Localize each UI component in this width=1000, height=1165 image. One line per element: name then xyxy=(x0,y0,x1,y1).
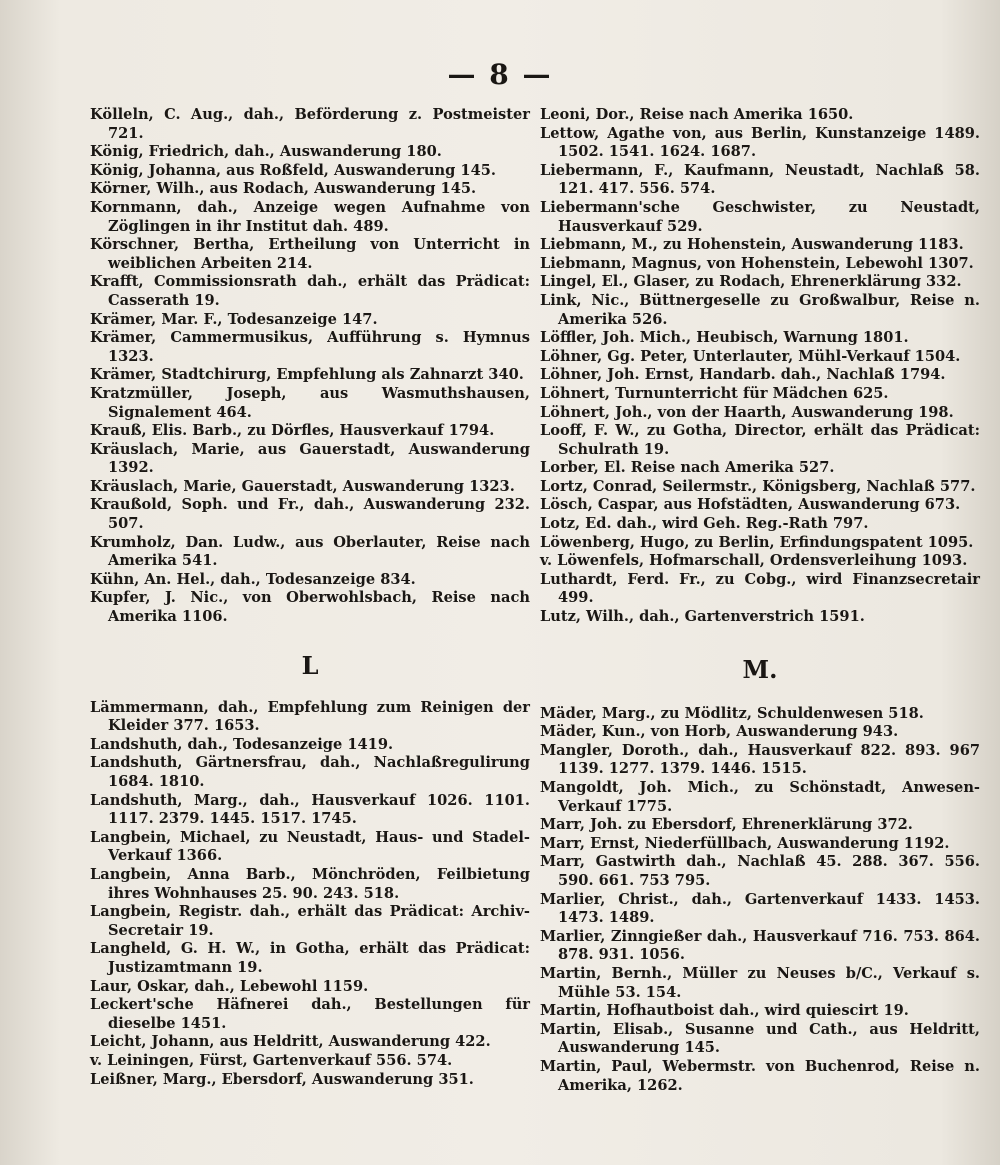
right-column xyxy=(540,106,980,1095)
index-entry: Liebmann, Magnus, von Hohenstein, Lebewohl 1307. xyxy=(540,254,974,272)
entries-k-list xyxy=(90,106,530,627)
entries-l-list xyxy=(90,699,530,1089)
index-entry: Martin, Bernh., Müller zu Neuses b/C., Verkauf s. Mühle 53. 154. xyxy=(540,964,980,1001)
index-entry: Mangler, Doroth., dah., Hausverkauf 822. 893. 967 1139. 1277. 1379. 1446. 1515. xyxy=(540,741,980,778)
index-entry: Langbein, Anna Barb., Mönchröden, Feilbietung ihres Wohnhauses 25. 90. 243. 518. xyxy=(90,865,530,902)
index-entry: Leoni, Dor., Reise nach Amerika 1650. xyxy=(540,106,854,123)
section-letter-m: M. xyxy=(742,654,778,684)
index-entry: Krämer, Cammermusikus, Aufführung s. Hymnus 1323. xyxy=(90,329,530,365)
index-entry: Looff, F. W., zu Gotha, Director, erhält das Prädicat: Schulrath 19. xyxy=(540,422,980,458)
index-entry: Leckert'sche Häfnerei dah., Bestellungen für dieselbe 1451. xyxy=(90,996,530,1032)
index-entry: Leicht, Johann, aus Heldritt, Auswanderung 422. xyxy=(90,1033,491,1051)
index-entry: Marlier, Christ., dah., Gartenverkauf 1433. 1453. 1473. 1489. xyxy=(540,890,980,927)
index-entry: Langheld, G. H. W., in Gotha, erhält das Prädicat: Justizamtmann 19. xyxy=(90,940,530,976)
index-entry: Körner, Wilh., aus Rodach, Auswanderung 145. xyxy=(90,180,477,198)
index-entry: Lotz, Ed. dah., wird Geh. Reg.-Rath 797. xyxy=(540,515,869,533)
left-column xyxy=(90,106,530,1089)
index-entry: Löhner, Joh. Ernst, Handarb. dah., Nachlaß 1794. xyxy=(540,366,946,384)
index-entry: Lingel, El., Glaser, zu Rodach, Ehrenerklärung 332. xyxy=(540,273,962,291)
index-entry: Löhnert, Turnunterricht für Mädchen 625. xyxy=(540,384,889,402)
index-entry: Körschner, Bertha, Ertheilung von Unterricht in weiblichen Arbeiten 214. xyxy=(90,236,530,272)
index-entry: Lortz, Conrad, Seilermstr., Königsberg, Nachlaß 577. xyxy=(540,477,976,495)
index-entry: Löwenberg, Hugo, zu Berlin, Erfindungspatent 1095. xyxy=(540,533,974,551)
index-entry: Martin, Hofhautboist dah., wird quiescirt 19. xyxy=(540,1002,909,1020)
index-entry: König, Friedrich, dah., Auswanderung 180. xyxy=(90,143,442,161)
index-entry: Lettow, Agathe von, aus Berlin, Kunstanzeige 1489. 1502. 1541. 1624. 1687. xyxy=(540,124,980,161)
index-entry: Mäder, Kun., von Horb, Auswanderung 943. xyxy=(540,723,899,741)
index-entry: Liebermann, F., Kaufmann, Neustadt, Nachlaß 58. 121. 417. 556. 574. xyxy=(540,161,980,198)
index-entry: Link, Nic., Büttnergeselle zu Großwalbur, Reise n. Amerika 526. xyxy=(540,291,980,328)
index-entry: Krafft, Commissionsrath dah., erhält das Prädicat: Casserath 19. xyxy=(90,273,530,309)
index-entry: Marlier, Zinngießer dah., Hausverkauf 716. 753. 864. 878. 931. 1056. xyxy=(540,927,980,964)
index-entry: v. Leiningen, Fürst, Gartenverkauf 556. 574. xyxy=(90,1051,453,1069)
index-entry: König, Johanna, aus Roßfeld, Auswanderung 145. xyxy=(90,161,496,179)
index-entry: Martin, Elisab., Susanne und Cath., aus Heldritt, Auswanderung 145. xyxy=(540,1020,980,1057)
index-entry: Kräuslach, Marie, aus Gauerstadt, Auswanderung 1392. xyxy=(90,440,530,477)
entries-l-continued-list xyxy=(540,106,980,627)
index-entry: Liebmann, M., zu Hohenstein, Auswanderung 1183. xyxy=(540,236,964,254)
section-letter-l: L xyxy=(301,650,319,680)
index-entry: Kräuslach, Marie, Gauerstadt, Auswanderung 1323. xyxy=(90,477,515,495)
index-entry: Landshuth, dah., Todesanzeige 1419. xyxy=(90,735,394,753)
index-entry: Marr, Gastwirth dah., Nachlaß 45. 288. 367. 556. 590. 661. 753 795. xyxy=(540,853,980,889)
index-entry: Luthardt, Ferd. Fr., zu Cobg., wird Finanzsecretair 499. xyxy=(540,570,980,607)
index-entry: Lorber, El. Reise nach Amerika 527. xyxy=(540,459,835,477)
index-entry: Lämmermann, dah., Empfehlung zum Reinigen der Kleider 377. 1653. xyxy=(90,698,530,735)
index-entry: Marr, Ernst, Niederfüllbach, Auswanderung 1192. xyxy=(540,834,950,852)
index-entry: Kölleln, C. Aug., dah., Beförderung z. Postmeister 721. xyxy=(90,106,530,142)
index-entry: Landshuth, Marg., dah., Hausverkauf 1026. 1101. 1117. 2379. 1445. 1517. 1745. xyxy=(90,791,530,828)
index-entry: Kraußold, Soph. und Fr., dah., Auswanderung 232. 507. xyxy=(90,496,530,533)
entries-m-list xyxy=(540,705,980,1095)
index-entry: Kupfer, J. Nic., von Oberwohlsbach, Reise nach Amerika 1106. xyxy=(90,589,530,626)
index-entry: Laur, Oskar, dah., Lebewohl 1159. xyxy=(90,977,369,995)
index-entry: Kratzmüller, Joseph, aus Wasmuthshausen, Signalement 464. xyxy=(90,384,530,421)
index-entry: Langbein, Michael, zu Neustadt, Haus- und Stadel-Verkauf 1366. xyxy=(90,828,530,865)
index-entry: Marr, Joh. zu Ebersdorf, Ehrenerklärung 372. xyxy=(540,816,913,834)
index-entry: Krauß, Elis. Barb., zu Dörfles, Hausverkauf 1794. xyxy=(90,422,495,440)
index-entry: Mangoldt, Joh. Mich., zu Schönstadt, Anwesen-Verkauf 1775. xyxy=(540,779,980,815)
index-entry: Leißner, Marg., Ebersdorf, Auswanderung 351. xyxy=(90,1070,474,1088)
index-entry: v. Löwenfels, Hofmarschall, Ordensverleihung 1093. xyxy=(540,552,968,570)
index-entry: Krumholz, Dan. Ludw., aus Oberlauter, Reise nach Amerika 541. xyxy=(90,533,530,570)
index-entry: Kornmann, dah., Anzeige wegen Aufnahme von Zöglingen in ihr Institut dah. 489. xyxy=(90,198,530,235)
index-entry: Löhnert, Joh., von der Haarth, Auswanderung 198. xyxy=(540,403,954,421)
index-entry: Lösch, Caspar, aus Hofstädten, Auswanderung 673. xyxy=(540,496,961,514)
index-entry: Lutz, Wilh., dah., Gartenverstrich 1591. xyxy=(540,608,865,626)
index-entry: Mäder, Marg., zu Mödlitz, Schuldenwesen 518. xyxy=(540,704,924,722)
index-entry: Martin, Paul, Webermstr. von Buchenrod, Reise n. Amerika, 1262. xyxy=(540,1057,980,1094)
index-entry: Landshuth, Gärtnersfrau, dah., Nachlaßregulirung 1684. 1810. xyxy=(90,754,530,790)
index-entry: Löffler, Joh. Mich., Heubisch, Warnung 1801. xyxy=(540,329,909,347)
index-entry: Kühn, An. Hel., dah., Todesanzeige 834. xyxy=(90,570,416,588)
index-entry: Langbein, Registr. dah., erhält das Prädicat: Archiv-Secretair 19. xyxy=(90,903,530,939)
index-entry: Krämer, Mar. F., Todesanzeige 147. xyxy=(90,310,378,328)
index-entry: Löhner, Gg. Peter, Unterlauter, Mühl-Verkauf 1504. xyxy=(540,347,961,365)
index-entry: Liebermann'sche Geschwister, zu Neustadt, Hausverkauf 529. xyxy=(540,198,980,235)
page-number: — 8 — xyxy=(447,58,553,91)
index-entry: Krämer, Stadtchirurg, Empfehlung als Zahnarzt 340. xyxy=(90,366,524,384)
